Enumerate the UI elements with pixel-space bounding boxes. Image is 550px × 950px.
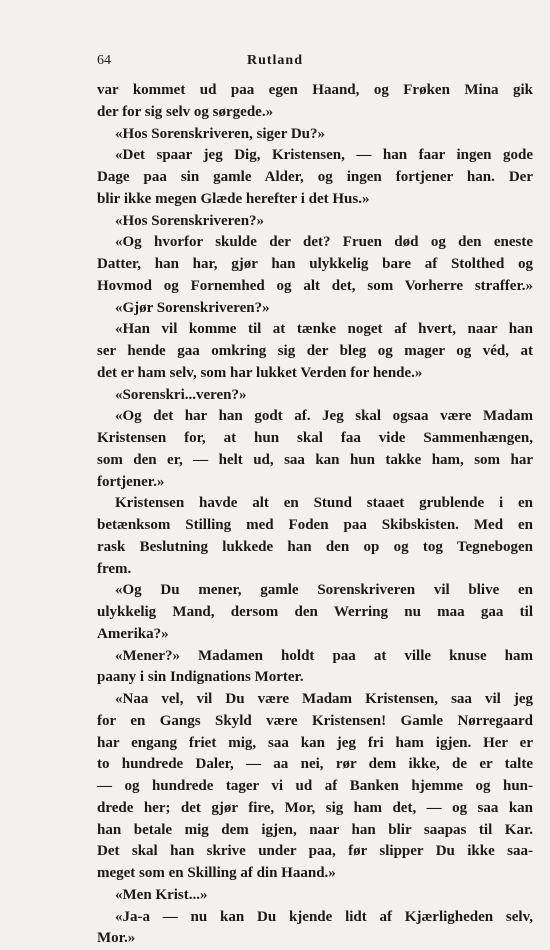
text-line: «Mener?» Madamen holdt paa at ville knuse ham <box>115 647 533 664</box>
text-line: blir ikke megen Glæde herefter i det Hus.» <box>97 190 370 207</box>
text-line: ulykkelig Mand, dersom den Werring nu maa gaa til <box>97 604 533 620</box>
text-line: «Og hvorfor skulde der det? Fruen død og den eneste <box>115 234 533 251</box>
text-line: ser hende gaa omkring sig der bleg og mager og véd, at <box>97 343 533 359</box>
text-line: Kristensen for, at hun skal faa vide Sammenhængen, <box>97 430 533 446</box>
text-line: «Det spaar jeg Dig, Kristensen, — han faar ingen gode <box>115 147 533 164</box>
body-text <box>97 80 533 950</box>
text-line: «Gjør Sorenskriveren?» <box>115 299 270 316</box>
text-line: fortjener.» <box>97 473 165 490</box>
text-line: «Ja-a — nu kan Du kjende lidt af Kjærligheden selv, <box>115 908 533 925</box>
text-line: Dage paa sin gamle Alder, og ingen fortjener han. Der <box>97 169 533 185</box>
text-line: han betale mig dem igjen, naar han blir saapas til Kar. <box>97 821 533 838</box>
text-line: to hundrede Daler, — aa nei, rør dem ikke, de er talte <box>97 756 533 773</box>
text-line: for en Gangs Skyld være Kristensen! Gamle Nørregaard <box>97 712 533 729</box>
text-line: var kommet ud paa egen Haand, og Frøken Mina gik <box>97 82 533 98</box>
text-line: har engang friet mig, saa kan jeg fri ham igjen. Her er <box>97 734 533 751</box>
text-line: Hovmod og Fornemhed og alt det, som Vorherre straffer.» <box>97 277 533 294</box>
text-line: Amerika?» <box>97 625 169 642</box>
text-line: drede her; det gjør fire, Mor, sig ham det, — og saa kan <box>97 799 533 816</box>
text-line: «Hos Sorenskriveren?» <box>115 212 265 229</box>
text-line: «Sorenskri...veren?» <box>115 386 247 403</box>
text-line: «Han vil komme til at tænke noget af hvert, naar han <box>115 321 533 338</box>
text-line: paany i sin Indignations Morter. <box>97 669 304 686</box>
text-line: frem. <box>97 560 132 577</box>
text-line: Kristensen havde alt en Stund staaet grublende i en <box>115 495 533 512</box>
text-line: «Naa vel, vil Du være Madam Kristensen, saa vil jeg <box>115 691 533 707</box>
text-line: betænksom Stilling med Foden paa Skibskisten. Med en <box>97 517 533 533</box>
text-line: «Men Krist...» <box>115 886 208 903</box>
page-number: 64 <box>97 53 111 68</box>
text-line: det er ham selv, som har lukket Verden for hende.» <box>97 364 423 381</box>
text-line: «Hos Sorenskriveren, siger Du?» <box>115 125 326 142</box>
running-title: Rutland <box>246 53 304 68</box>
page-header <box>97 50 453 72</box>
text-line: Datter, han har, gjør han ulykkelig bare af Stolthed og <box>97 256 533 272</box>
text-line: rask Beslutning lukkede han den op og tog Tegnebogen <box>97 538 533 555</box>
text-line: som den er, — helt ud, saa kan hun takke ham, som har <box>97 451 533 468</box>
text-line: der for sig selv og sørgede.» <box>97 103 274 120</box>
text-line: meget som en Skilling af din Haand.» <box>97 865 336 881</box>
text-line: «Og det har han godt af. Jeg skal ogsaa være Madam <box>115 408 533 425</box>
text-line: «Og Du mener, gamle Sorenskriveren vil blive en <box>115 582 533 599</box>
text-line: — og hundrede tager vi ud af Banken hjemme og hun- <box>97 778 533 794</box>
text-line: Det skal han skrive under paa, før slipper Du ikke saa- <box>97 843 533 860</box>
text-line: Mor.» <box>97 930 136 947</box>
